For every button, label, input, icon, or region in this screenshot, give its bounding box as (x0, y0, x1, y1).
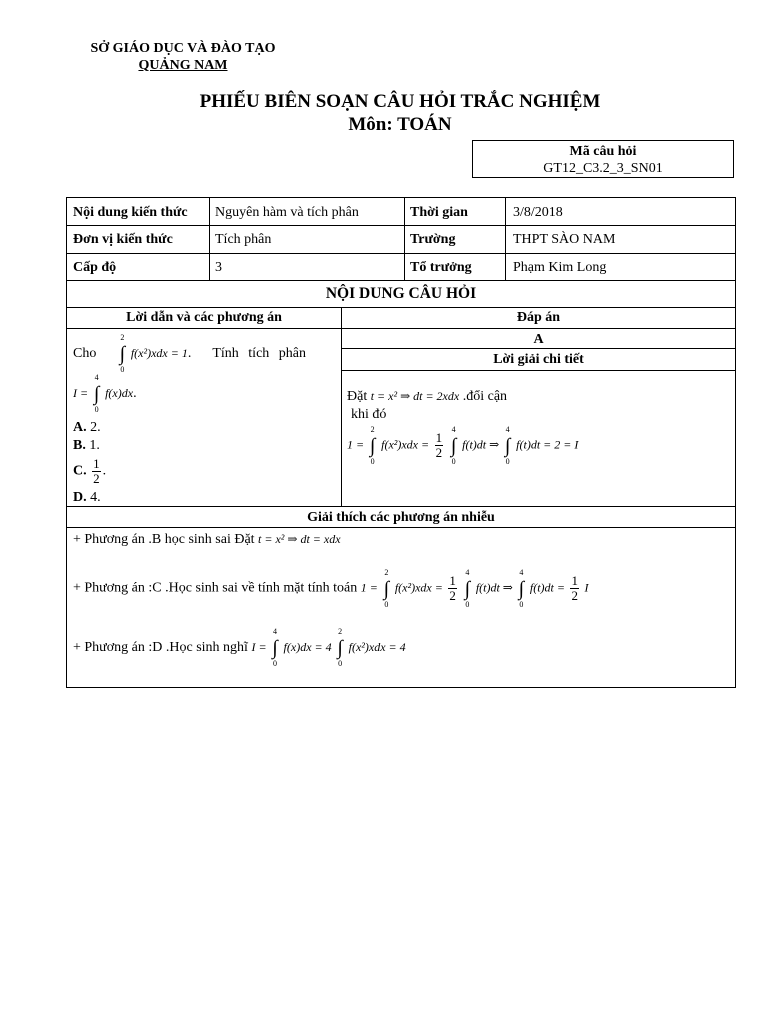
level-label: Cấp độ (73, 260, 117, 275)
question-column-header: Lời dẫn và các phương án (126, 310, 282, 325)
correct-answer: A (533, 332, 544, 347)
fraction-one-half: $\frac{1}{2}$ (93, 456, 100, 486)
given-integrand: f(x²)xdx = 1 (130, 346, 188, 361)
distractor-d: + Phương án :D .Học sinh nghĩ I = ∫ 4 0 f(x)dx = 4 ∫ 2 0 f(x²)xdx = 4 (73, 627, 406, 668)
question-target: I = ∫ 4 0 f(x)dx. (73, 373, 137, 414)
document-title (0, 90, 768, 136)
school-value: THPT SÀO NAM (513, 232, 616, 247)
question-code-box (472, 140, 734, 178)
distractor-title: Giải thích các phương án nhiễu (307, 510, 495, 525)
head-value: Phạm Kim Long (513, 260, 607, 275)
time-value: 3/8/2018 (513, 205, 563, 220)
solution-line-1: Đặt t = x² ⇒ dt = 2xdx .đổi cận (347, 389, 508, 404)
org-line-2: QUẢNG NAM (138, 58, 228, 73)
option-b: B. 1. (73, 438, 100, 453)
integral-symbol: ∫ 2 0 (119, 333, 126, 374)
organization-header (78, 40, 288, 74)
head-label: Tổ trưởng (410, 260, 472, 275)
unit-value: Tích phân (215, 232, 272, 247)
school-label: Trường (410, 232, 456, 247)
distractor-b: + Phương án .B học sinh sai Đặt t = x² ⇒ dt = xdx (73, 532, 341, 547)
question-code-label: Mã câu hỏi (569, 144, 637, 159)
topic-value: Nguyên hàm và tích phân (215, 205, 359, 220)
content-section-title: NỘI DUNG CÂU HỎI (325, 285, 477, 302)
option-d: D. 4. (73, 490, 101, 505)
title-line-1: PHIẾU BIÊN SOẠN CÂU HỎI TRẮC NGHIỆM (199, 91, 601, 112)
solution-then: khi đó (351, 407, 387, 422)
option-c: C. $\frac{1}{2}$ . (73, 456, 107, 486)
title-line-2: Môn: TOÁN (348, 114, 452, 135)
question-sheet-table (66, 197, 736, 688)
question-stem: Cho ∫ 2 0 f(x²)xdx = 1. Tính tích phân (73, 333, 306, 374)
question-code-value: GT12_C3.2_3_SN01 (543, 161, 663, 176)
distractor-c: + Phương án :C .Học sinh sai về tính mặt tính toán 1 = ∫ 2 0 f(x²)xdx = $\frac{1}{2}$ ∫ 4 0 f(t)dt ⇒ ∫ 4 0 f(t)dt = $\frac{1}{2}$ I (73, 567, 589, 609)
integral-symbol-2: ∫ 4 0 (93, 373, 100, 414)
solution-equation: 1 = ∫ 2 0 f(x²)xdx = $\frac{1}{2}$ ∫ 4 0 f(t)dt ⇒ ∫ 4 0 f(t)dt = 2 = I (347, 424, 579, 466)
option-a: A. 2. (73, 420, 101, 435)
substitution: t = x² ⇒ dt = 2xdx (370, 389, 460, 403)
level-value: 3 (215, 260, 222, 275)
question-cho: Cho (73, 346, 97, 362)
answer-column-header: Đáp án (516, 310, 561, 325)
org-line-1: SỞ GIÁO DỤC VÀ ĐÀO TẠO (90, 41, 276, 56)
time-label: Thời gian (410, 205, 468, 220)
solution-title: Lời giải chi tiết (493, 352, 584, 367)
unit-label: Đơn vị kiến thức (73, 232, 173, 247)
question-ask: Tính tích phân (212, 346, 306, 362)
topic-label: Nội dung kiến thức (73, 205, 188, 220)
